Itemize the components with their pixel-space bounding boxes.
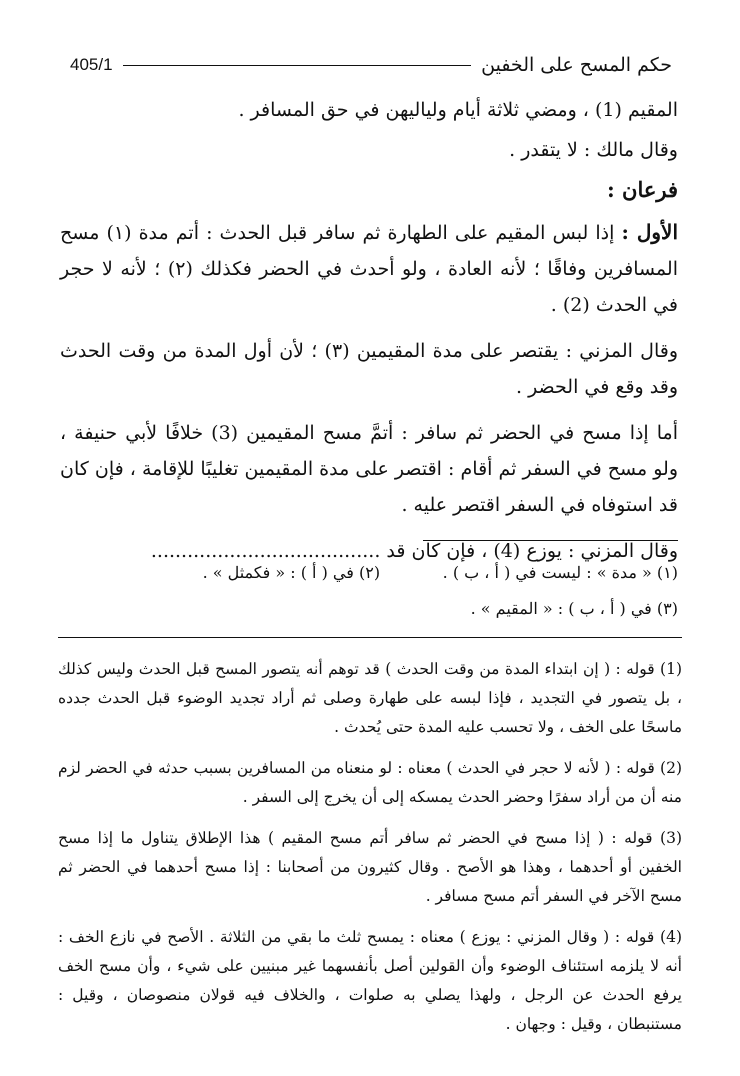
variant-row: [60, 562, 678, 584]
paragraph-5: أما إذا مسح في الحضر ثم سافر : أتمَّ مسح المقيمين (3) خلافًا لأبي حنيفة ، ولو مسح في السفر ثم أقام : اقتصر على مدة المقيمين تغليبًا للإقامة ، فإن كان قد استوفاه في السفر اقتصر عليه .: [60, 422, 678, 516]
main-text: [60, 92, 678, 579]
commentary-rule: [58, 637, 682, 638]
variant-note-3: (٣) في ( أ ، ب ) : « المقيم » .: [470, 599, 678, 618]
section-heading: فرعان :: [606, 177, 678, 202]
header-rule: [123, 65, 472, 66]
variant-notes: [60, 562, 678, 634]
commentary-note-2: (2) قوله : ( لأنه لا حجر في الحدث ) معناه : لو منعناه من المسافرين بسبب حدثه في الحضر لزم منه أن من أراد سفرًا وحضر الحدث يمسكه إلى أن يخرج إلى السفر .: [58, 759, 682, 806]
paragraph-3: إذا لبس المقيم على الطهارة ثم سافر قبل الحدث : أتم مدة (١) مسح المسافرين وفاقًا ؛ لأنه العادة ، ولو أحدث في الحضر فكذلك (٢) ؛ لأنه لا حجر في الحدث (2) .: [60, 222, 678, 316]
variant-note-2: (٢) في ( أ ) : « فكمثل » .: [202, 563, 381, 582]
running-title: حكم المسح على الخفين: [481, 54, 672, 76]
continuation-dots: ......................................: [150, 540, 381, 562]
paragraph-6: وقال المزني : يوزع (4) ، فإن كان قد: [386, 540, 678, 562]
paragraph-2: وقال مالك : لا يتقدر .: [509, 139, 678, 161]
variant-row: [60, 598, 678, 620]
paragraph-first-branch: [60, 214, 678, 323]
first-label: الأول :: [621, 220, 679, 244]
commentary-note-4: (4) قوله : ( وقال المزني : يوزع ) معناه : يمسح ثلث ما بقي من الثلاثة . الأصح في نازع الخف : أنه لا يلزمه استئناف الوضوء وأن القولين أصل بأنفسهما غير مبنيين على شيء ، وأن مسح الخف يرفع الحدث عن الرجل ، ولهذا يصلي به صلوات ، والخلاف فيه قولان منصوصان ، وقيل : مستنبطان ، وقيل : وجهان .: [58, 928, 682, 1033]
page-number: 405/1: [70, 55, 113, 74]
variant-note-1: (١) « مدة » : ليست في ( أ ، ب ) .: [442, 563, 678, 582]
paragraph-4: وقال المزني : يقتصر على مدة المقيمين (٣) ؛ لأن أول المدة من وقت الحدث وقد وقع في الحضر .: [60, 340, 678, 398]
page-header: [70, 50, 672, 80]
commentary-note-3: (3) قوله : ( إذا مسح في الحضر ثم سافر أتم مسح المقيم ) هذا الإطلاق يتناول ما إذا مسح الخفين أو أحدهما ، وهذا هو الأصح . وقال كثيرون من أصحابنا : إذا مسح أحدهما في الحضر ثم مسح الآخر في السفر أتم مسح مسافر .: [58, 829, 682, 905]
commentary-note-1: (1) قوله : ( إن ابتداء المدة من وقت الحدث ) قد توهم أنه يتصور المسح قبل الحدث وليس كذلك ، بل يتصور في التجديد ، فإذا لبسه على طهارة وصلى ثم أراد تجديد الوضوء قبل الحدث جدده ماسحًا على الخف ، ولا تحسب عليه المدة حتى يُحدث .: [58, 660, 682, 736]
commentary-notes: [58, 655, 682, 1051]
paragraph-1: المقيم (1) ، ومضي ثلاثة أيام ولياليهن في حق المسافر .: [238, 99, 678, 121]
variants-rule: [423, 540, 678, 541]
